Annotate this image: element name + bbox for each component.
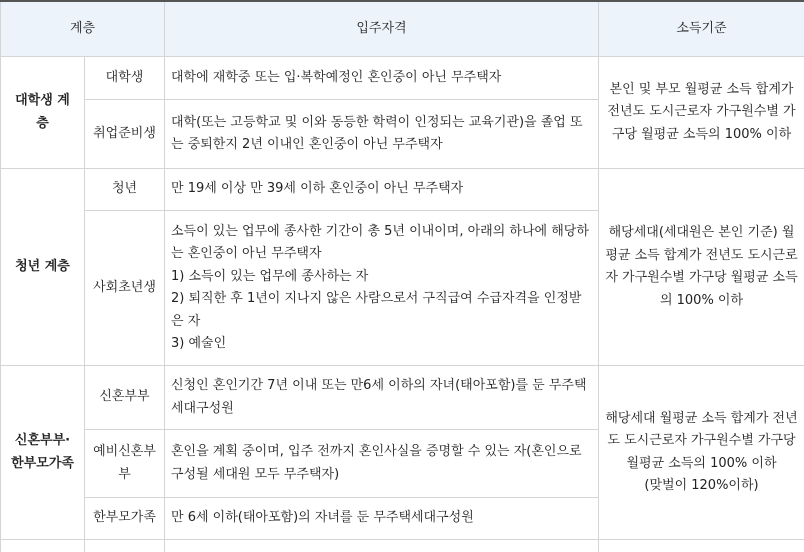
qualification-text: 혼인을 계획 중이며, 입주 전까지 혼인사실을 증명할 수 있는 자(혼인으로 구성될 세대원 모두 무주택자) — [165, 430, 599, 498]
qualification-text: 대학에 재학중 또는 입·복학예정인 혼인중이 아닌 무주택자 — [165, 57, 599, 100]
qualification-text: 만 19세 이상 만 39세 이하 혼인중이 아닌 무주택자 — [165, 169, 599, 211]
list-item: 2) 퇴직한 후 1년이 지나지 않은 사람으로서 구직급여 수급자격을 인정받은 자 — [171, 288, 590, 333]
qualification-text: 소득이 있는 업무에 종사한 기간이 총 5년 이내이며, 아래의 하나에 해당하는 혼인중이 아닌 무주택자 — [171, 221, 590, 266]
sub-job-seeker: 취업준비생 — [85, 100, 165, 169]
income-newlyweds-block — [599, 366, 804, 540]
sub-new-worker: 사회초년생 — [85, 211, 165, 366]
list-item: 1) 소득이 있는 업무에 종사하는 자 — [171, 266, 590, 289]
sub-newlyweds: 신혼부부 — [85, 366, 165, 430]
qualification-text: 신청인 혼인기간 7년 이내 또는 만6세 이하의 자녀(태아포함)를 둔 무주택세대구성원 — [165, 366, 599, 430]
sub-prospective-newlyweds: 예비신혼부부 — [85, 430, 165, 498]
header-income: 소득기준 — [599, 1, 804, 57]
qualification-block — [165, 211, 599, 366]
header-row — [1, 1, 804, 57]
table-row-next — [1, 540, 804, 552]
list-item: 3) 예술인 — [171, 333, 590, 356]
qualification-text: 대학(또는 고등학교 및 이와 동등한 학력이 인정되는 교육기관)을 졸업 또는 중퇴한지 2년 이내인 혼인중이 아닌 무주택자 — [165, 100, 599, 169]
sub-single-parent: 한부모가족 — [85, 498, 165, 540]
table-row — [1, 57, 804, 100]
header-qualification: 입주자격 — [165, 1, 599, 57]
sub-youth: 청년 — [85, 169, 165, 211]
qualification-text: 만 6세 이하(태아포함)의 자녀를 둔 무주택세대구성원 — [165, 498, 599, 540]
table-row — [1, 169, 804, 211]
income-university: 본인 및 부모 월평균 소득 합계가 전년도 도시근로자 가구원수별 가구당 월평균 소득의 100% 이하 — [599, 57, 804, 169]
table-row — [1, 366, 804, 430]
category-youth: 청년 계층 — [1, 169, 85, 366]
income-text: 해당세대 월평균 소득 합계가 전년도 도시근로자 가구원수별 가구당 월평균 소득의 100% 이하 — [603, 408, 800, 476]
income-note: (맞벌이 120%이하) — [603, 475, 800, 498]
category-newlyweds-single-parent: 신혼부부·한부모가족 — [1, 366, 85, 540]
header-tier: 계층 — [1, 1, 165, 57]
sub-university-student: 대학생 — [85, 57, 165, 100]
category-university: 대학생 계층 — [1, 57, 85, 169]
income-youth: 해당세대(세대원은 본인 기준) 월평균 소득 합계가 전년도 도시근로자 가구원수별 가구당 월평균 소득의 100% 이하 — [599, 169, 804, 366]
